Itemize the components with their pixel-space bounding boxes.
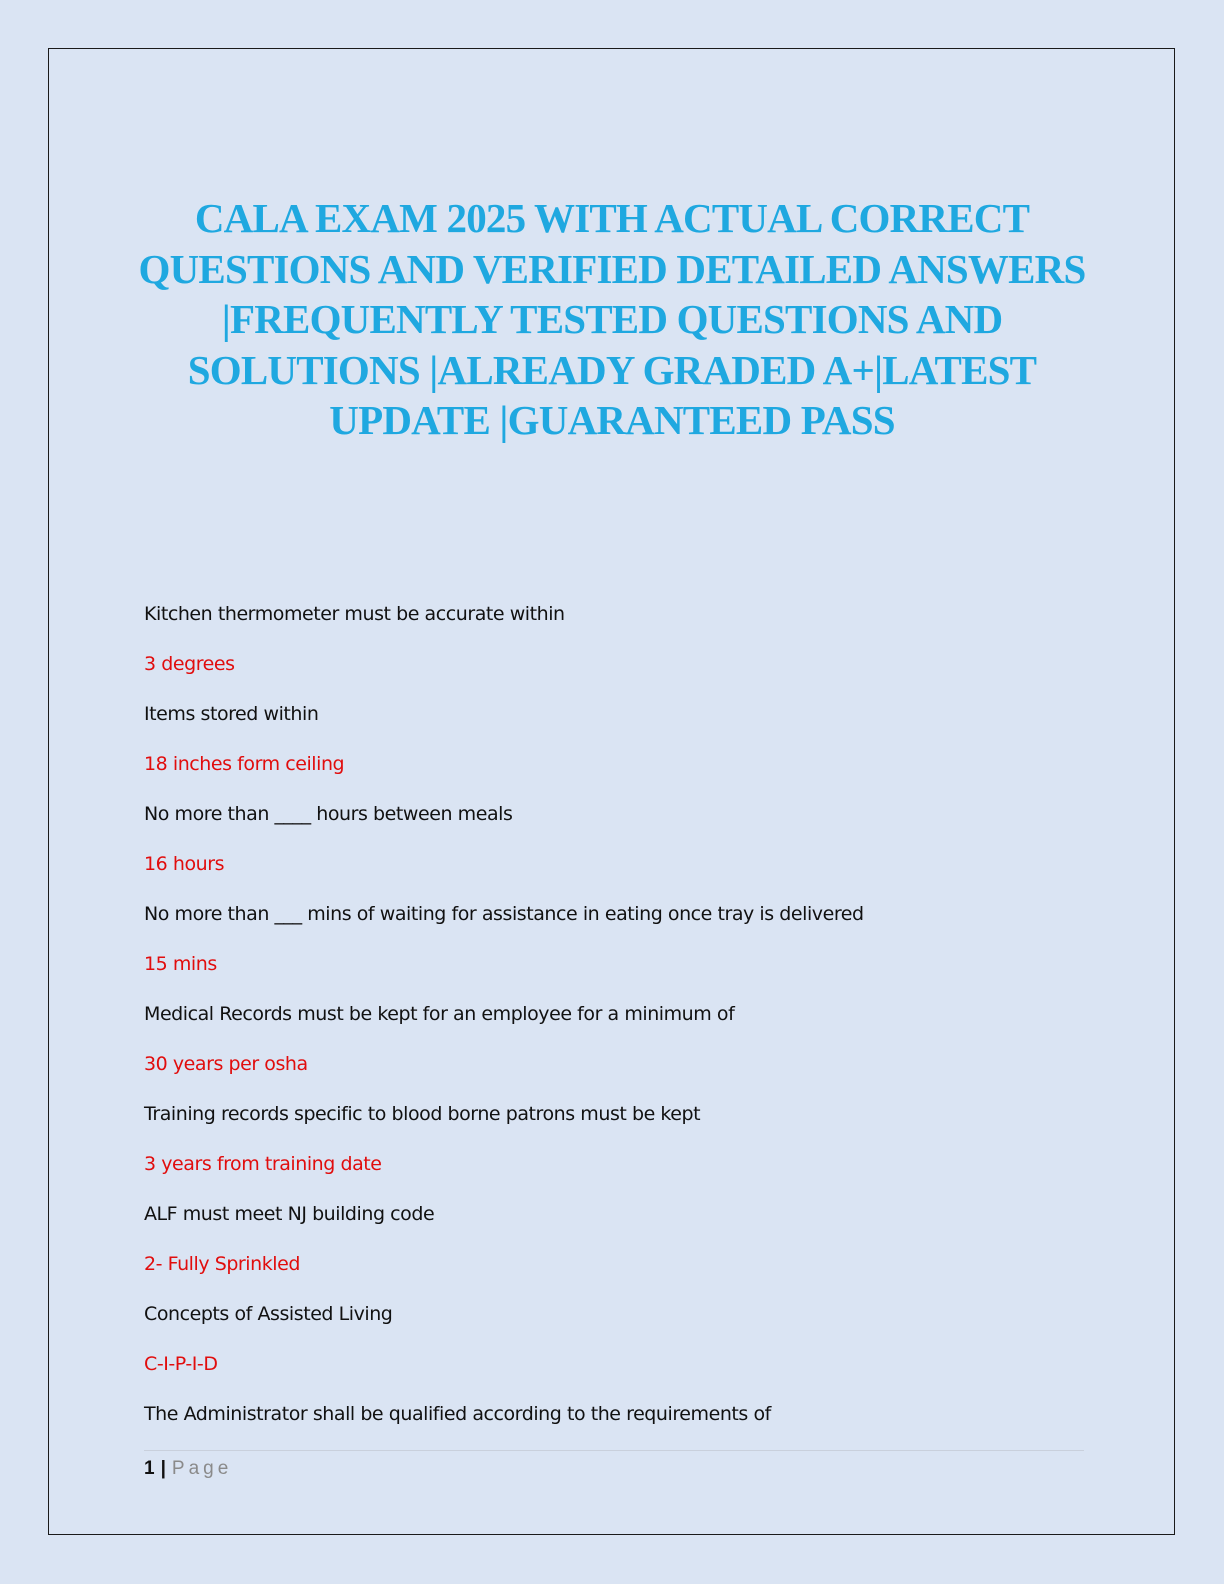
question-line: No more than ___ mins of waiting for assistance in eating once tray is delivered	[144, 903, 864, 925]
footer-divider	[144, 1450, 1084, 1451]
answer-line: 3 years from training date	[144, 1153, 382, 1175]
answer-line: C-I-P-I-D	[144, 1353, 218, 1375]
document-title: CALA EXAM 2025 WITH ACTUAL CORRECT QUESTIONS AND VERIFIED DETAILED ANSWERS |FREQUENTLY TESTED QUESTIONS AND SOLUTIONS |ALREADY GRADED A+|LATEST UPDATE |GUARANTEED PASS	[138, 195, 1086, 443]
question-line: Concepts of Assisted Living	[144, 1303, 393, 1325]
answer-line: 3 degrees	[144, 653, 235, 675]
answer-line: 30 years per osha	[144, 1053, 308, 1075]
page-label: Page	[171, 1458, 233, 1479]
question-line: No more than ____ hours between meals	[144, 803, 513, 825]
answer-line: 15 mins	[144, 953, 217, 975]
answer-line: 18 inches form ceiling	[144, 753, 345, 775]
page-number: 1	[144, 1458, 155, 1479]
page-footer	[144, 1456, 232, 1482]
question-line: ALF must meet NJ building code	[144, 1203, 435, 1225]
answer-line: 2- Fully Sprinkled	[144, 1253, 300, 1275]
question-line: The Administrator shall be qualified according to the requirements of	[144, 1403, 771, 1425]
page-separator: |	[160, 1458, 166, 1479]
answer-line: 16 hours	[144, 853, 225, 875]
question-line: Items stored within	[144, 703, 319, 725]
qa-list	[144, 599, 1084, 1449]
question-line: Training records specific to blood borne patrons must be kept	[144, 1103, 701, 1125]
question-line: Kitchen thermometer must be accurate within	[144, 603, 565, 625]
question-line: Medical Records must be kept for an employee for a minimum of	[144, 1003, 735, 1025]
